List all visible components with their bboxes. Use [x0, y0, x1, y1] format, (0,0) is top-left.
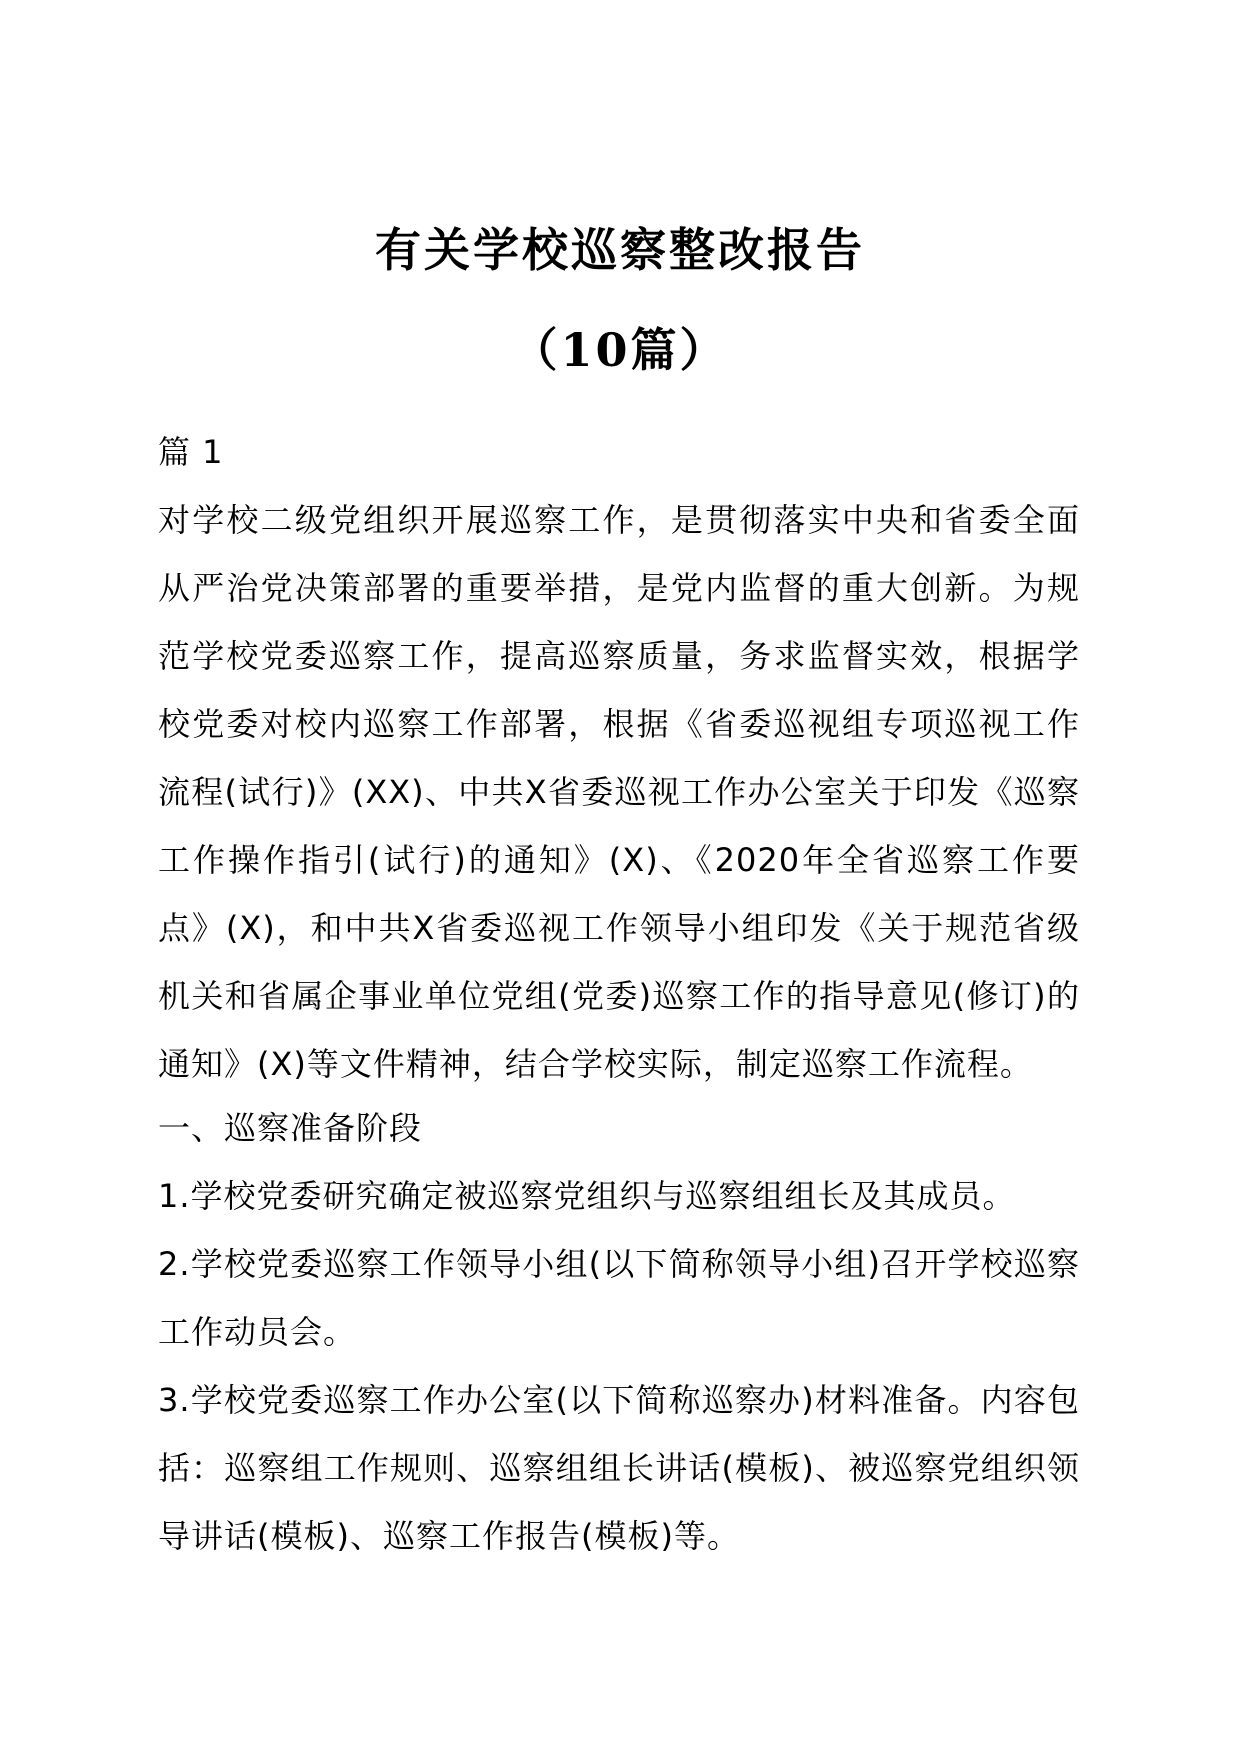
list-item: 2.学校党委巡察工作领导小组(以下简称领导小组)召开学校巡察工作动员会。	[158, 1245, 1080, 1351]
document-title: 有关学校巡察整改报告	[375, 223, 865, 277]
document-subtitle: （10篇）	[511, 323, 729, 377]
intro-paragraph: 对学校二级党组织开展巡察工作，是贯彻落实中央和省委全面从严治党决策部署的重要举措，是党内监督的重大创新。为规范学校党委巡察工作，提高巡察质量，务求监督实效，根据学校党委对校内巡察工作部署，根据《省委巡视组专项巡视工作流程(试行)》(XX)、中共X省委巡视工作办公室关于印发《巡察工作操作指引(试行)的通知》(X)、《2020年全省巡察工作要点》(X)，和中共X省委巡视工作领导小组印发《关于规范省级机关和省属企事业单位党组(党委)巡察工作的指导意见(修订)的通知》(X)等文件精神，结合学校实际，制定巡察工作流程。	[158, 501, 1080, 1083]
list-item: 1.学校党委研究确定被巡察党组织与巡察组组长及其成员。	[158, 1177, 1016, 1215]
section-heading: 一、巡察准备阶段	[158, 1109, 423, 1147]
list-item: 3.学校党委巡察工作办公室(以下简称巡察办)材料准备。内容包括：巡察组工作规则、巡察组组长讲话(模板)、被巡察党组织领导讲话(模板)、巡察工作报告(模板)等。	[158, 1381, 1080, 1555]
section-label: 篇 1	[158, 433, 224, 471]
